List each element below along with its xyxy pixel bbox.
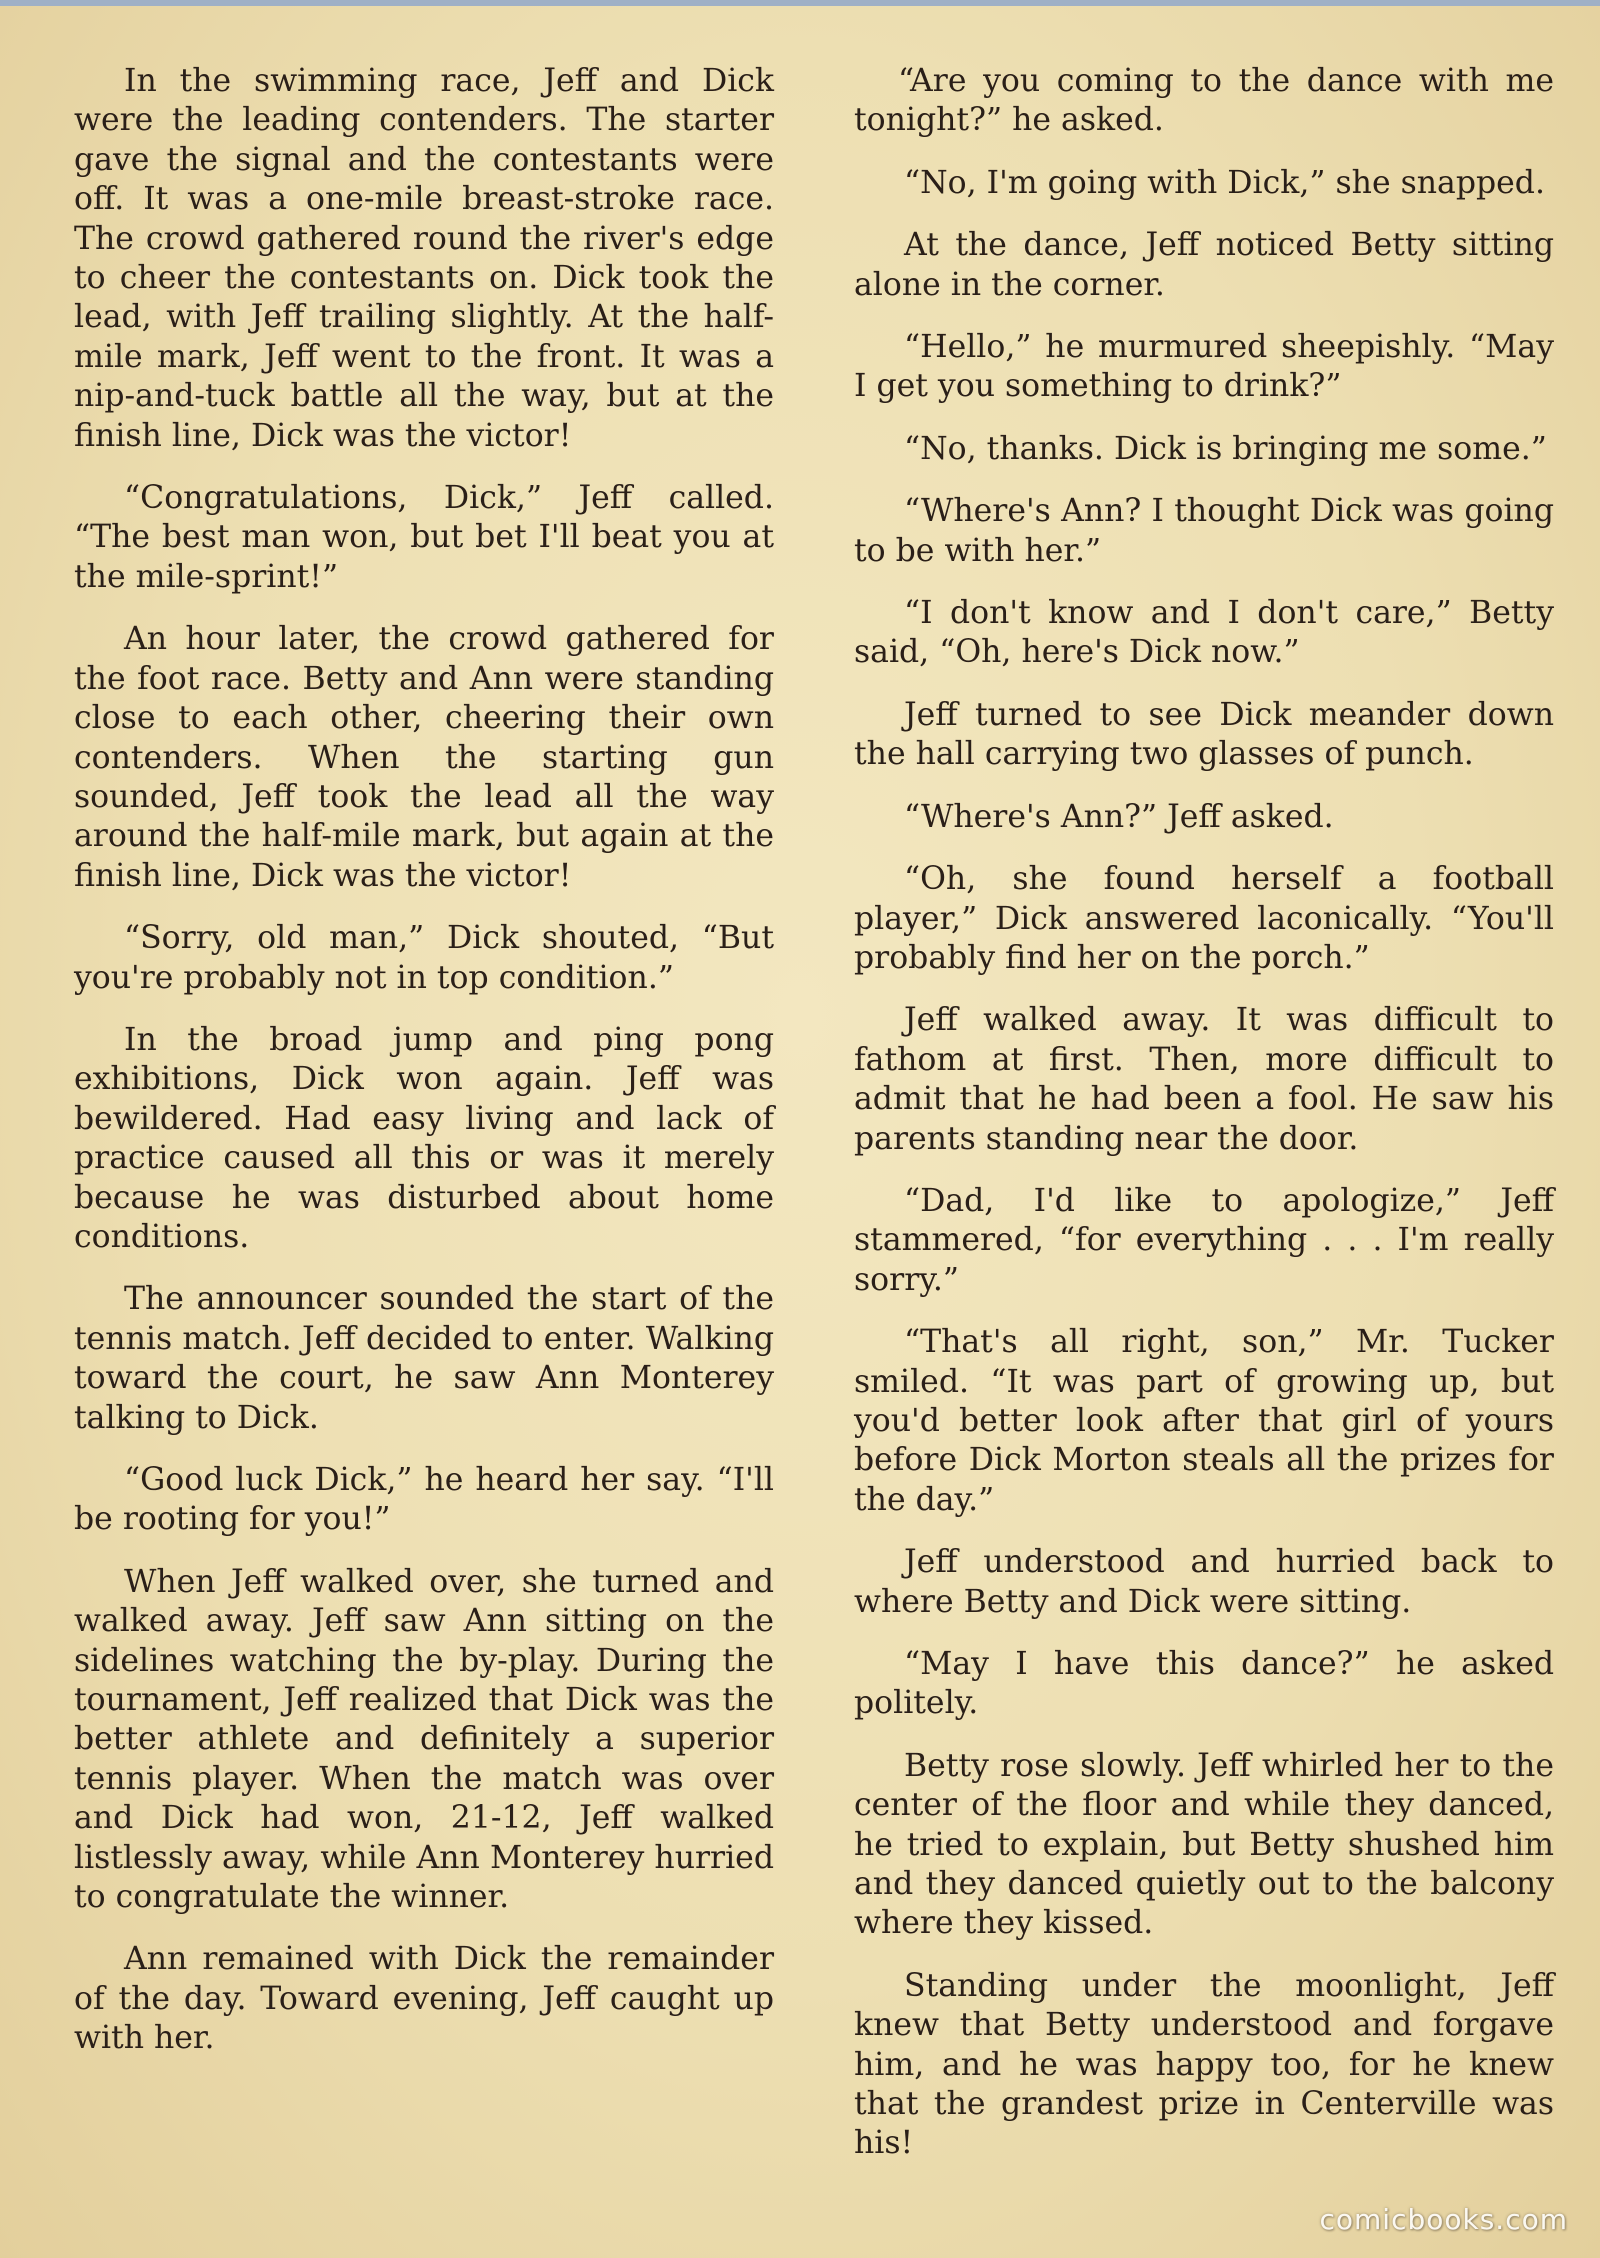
paragraph: “May I have this dance?” he asked politely. — [854, 1646, 1554, 1722]
paragraph: Jeff walked away. It was difficult to fathom at first. Then, more difficult to admit that he had been a fool. He saw his parents standing near the door. — [854, 1002, 1554, 1157]
paragraph: “Where's Ann? I thought Dick was going to be with her.” — [854, 493, 1554, 569]
paragraph: “Hello,” he murmured sheepishly. “May I get you something to drink?” — [854, 329, 1554, 405]
paragraph: Standing under the moonlight, Jeff knew that Betty understood and forgave him, and he was happy too, for he knew that the grandest prize in Centerville was his! — [854, 1967, 1554, 2162]
paragraph: “Sorry, old man,” Dick shouted, “But you're probably not in top condition.” — [74, 920, 774, 996]
right-text-column — [854, 62, 1554, 2187]
left-text-column — [74, 62, 774, 2082]
paragraph: When Jeff walked over, she turned and walked away. Jeff saw Ann sitting on the sidelines watching the by-play. During the tournament, Jeff realized that Dick was the better athlete and definitely a superior tennis player. When the match was over and Dick had won, 21-12, Jeff walked listlessly away, while Ann Monterey hurried to congratulate the winner. — [74, 1563, 774, 1916]
paragraph: At the dance, Jeff noticed Betty sitting alone in the corner. — [854, 227, 1554, 303]
paragraph: “Are you coming to the dance with me tonight?” he asked. — [854, 63, 1554, 139]
paragraph: “That's all right, son,” Mr. Tucker smiled. “It was part of growing up, but you'd better look after that girl of yours before Dick Morton steals all the prizes for the day.” — [854, 1324, 1554, 1518]
paragraph: Jeff understood and hurried back to where Betty and Dick were sitting. — [854, 1544, 1554, 1620]
paragraph: “Congratulations, Dick,” Jeff called. “The best man won, but bet I'll beat you at the mile-sprint!” — [74, 480, 774, 595]
paragraph: The announcer sounded the start of the tennis match. Jeff decided to enter. Walking toward the court, he saw Ann Monterey talking to Dick. — [74, 1281, 774, 1436]
paragraph: “Good luck Dick,” he heard her say. “I'll be rooting for you!” — [74, 1462, 774, 1538]
top-edge-strip — [0, 0, 1600, 6]
paragraph: “Where's Ann?” Jeff asked. — [904, 798, 1334, 835]
paragraph: “No, I'm going with Dick,” she snapped. — [904, 164, 1545, 201]
paragraph: Jeff turned to see Dick meander down the hall carrying two glasses of punch. — [854, 696, 1554, 773]
paragraph: “Oh, she found herself a football player,” Dick answered laconically. “You'll probably find her on the porch.” — [854, 861, 1554, 976]
paragraph: Betty rose slowly. Jeff whirled her to the center of the floor and while they danced, he tried to explain, but Betty shushed him and they danced quietly out to the balcony where they kissed. — [854, 1747, 1554, 1942]
paragraph: Ann remained with Dick the remainder of the day. Toward evening, Jeff caught up with her. — [74, 1941, 774, 2057]
paragraph: “I don't know and I don't care,” Betty said, “Oh, here's Dick now.” — [854, 595, 1554, 671]
paragraph: An hour later, the crowd gathered for the foot race. Betty and Ann were standing close to each other, cheering their own contenders. When the starting gun sounded, Jeff took the lead all the way around the half-mile mark, but again at the finish line, Dick was the victor! — [74, 621, 774, 894]
paragraph: “No, thanks. Dick is bringing me some.” — [904, 430, 1547, 467]
watermark-text: comicbooks.com — [1319, 2203, 1568, 2236]
paragraph: In the broad jump and ping pong exhibitions, Dick won again. Jeff was bewildered. Had easy living and lack of practice caused all this or was it merely because he was disturbed about home conditions. — [74, 1021, 774, 1255]
paragraph: In the swimming race, Jeff and Dick were the leading contenders. The starter gave the signal and the contestants were off. It was a one-mile breast-stroke race. The crowd gathered round the river's edge to cheer the contestants on. Dick took the lead, with Jeff trailing slightly. At the half-mile mark, Jeff went to the front. It was a nip-and-tuck battle all the way, but at the finish line, Dick was the victor! — [74, 63, 774, 454]
paragraph: “Dad, I'd like to apologize,” Jeff stammered, “for everything . . . I'm really sorry.” — [854, 1182, 1554, 1298]
